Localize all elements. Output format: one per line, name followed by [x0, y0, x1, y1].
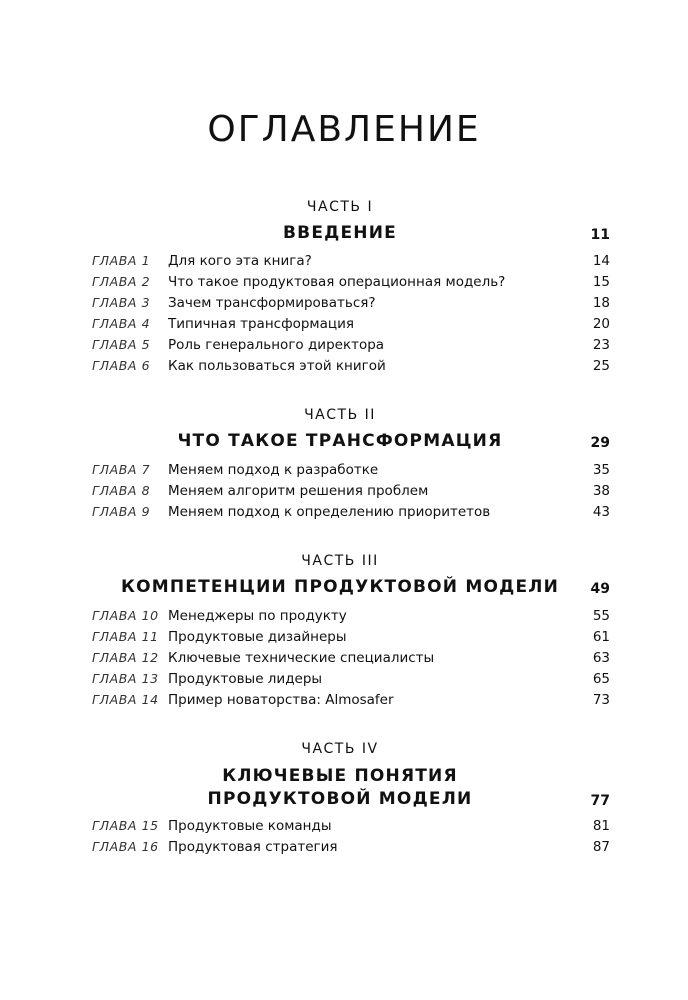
chapter-page: 35 — [592, 462, 610, 478]
chapter-row[interactable] — [92, 502, 610, 522]
chapter-label: ГЛАВА 14 — [92, 692, 159, 707]
chapter-label: ГЛАВА 16 — [92, 839, 159, 854]
chapter-page: 63 — [592, 650, 610, 666]
chapter-title: Меняем подход к определению приоритетов — [168, 504, 491, 520]
chapter-label: ГЛАВА 5 — [92, 337, 151, 352]
chapter-title: Пример новаторства: Almosafer — [168, 692, 394, 708]
chapter-label: ГЛАВА 13 — [92, 671, 159, 686]
chapter-title: Меняем алгоритм решения проблем — [168, 483, 429, 499]
part-3-page: 49 — [590, 581, 610, 597]
chapter-title: Меняем подход к разработке — [168, 462, 379, 478]
part-2-title: ЧТО ТАКОЕ ТРАНСФОРМАЦИЯ — [177, 431, 503, 451]
chapter-title: Продуктовая стратегия — [168, 839, 338, 855]
chapter-title: Роль генерального директора — [168, 337, 385, 353]
chapter-row[interactable] — [92, 816, 610, 836]
chapter-row[interactable] — [92, 293, 610, 313]
chapter-row[interactable] — [92, 314, 610, 334]
chapter-page: 43 — [592, 504, 610, 520]
chapter-title: Продуктовые лидеры — [168, 671, 323, 687]
chapter-row[interactable] — [92, 335, 610, 355]
chapter-row[interactable] — [92, 356, 610, 376]
chapter-row[interactable] — [92, 669, 610, 689]
part-1-title: ВВЕДЕНИЕ — [283, 223, 397, 243]
chapter-page: 14 — [592, 253, 610, 269]
part-4-label: ЧАСТЬ IV — [301, 741, 379, 757]
part-2-label: ЧАСТЬ II — [304, 407, 376, 423]
chapter-row[interactable] — [92, 690, 610, 710]
chapter-label: ГЛАВА 2 — [92, 274, 151, 289]
chapter-row[interactable] — [92, 648, 610, 668]
chapter-title: Типичная трансформация — [168, 316, 354, 332]
chapter-label: ГЛАВА 12 — [92, 650, 159, 665]
part-4-page: 77 — [590, 793, 610, 809]
chapter-row[interactable] — [92, 481, 610, 501]
chapter-row[interactable] — [92, 272, 610, 292]
chapter-label: ГЛАВА 15 — [92, 818, 159, 833]
part-3-label: ЧАСТЬ III — [301, 553, 379, 569]
chapter-page: 23 — [592, 337, 610, 353]
chapter-title: Продуктовые команды — [168, 818, 332, 834]
chapter-row[interactable] — [92, 627, 610, 647]
page-title: ОГЛАВЛЕНИЕ — [207, 109, 481, 150]
chapter-page: 65 — [592, 671, 610, 687]
chapter-title: Для кого эта книга? — [168, 253, 312, 269]
chapter-page: 73 — [592, 692, 610, 708]
part-2-page: 29 — [590, 435, 610, 451]
chapter-label: ГЛАВА 4 — [92, 316, 151, 331]
chapter-title: Продуктовые дизайнеры — [168, 629, 347, 645]
chapter-page: 81 — [592, 818, 610, 834]
chapter-label: ГЛАВА 6 — [92, 358, 151, 373]
chapter-page: 20 — [592, 316, 610, 332]
part-4-title-line-1: КЛЮЧЕВЫЕ ПОНЯТИЯ — [222, 766, 458, 786]
chapter-page: 15 — [592, 274, 610, 290]
chapter-page: 25 — [592, 358, 610, 374]
chapter-page: 87 — [592, 839, 610, 855]
part-1-label: ЧАСТЬ I — [306, 199, 374, 215]
chapter-title: Ключевые технические специалисты — [168, 650, 435, 666]
chapter-page: 55 — [592, 608, 610, 624]
part-4-title-line-2: ПРОДУКТОВОЙ МОДЕЛИ — [207, 789, 473, 809]
chapter-page: 18 — [592, 295, 610, 311]
chapter-title: Как пользоваться этой книгой — [168, 358, 386, 374]
chapter-label: ГЛАВА 9 — [92, 504, 151, 519]
chapter-row[interactable] — [92, 251, 610, 271]
part-1-page: 11 — [590, 227, 610, 243]
chapter-label: ГЛАВА 8 — [92, 483, 151, 498]
chapter-title: Зачем трансформироваться? — [168, 295, 376, 311]
chapter-label: ГЛАВА 10 — [92, 608, 159, 623]
chapter-page: 61 — [592, 629, 610, 645]
chapter-label: ГЛАВА 3 — [92, 295, 151, 310]
chapter-label: ГЛАВА 1 — [92, 253, 151, 268]
chapter-row[interactable] — [92, 460, 610, 480]
chapter-title: Что такое продуктовая операционная модель? — [168, 274, 506, 290]
chapter-title: Менеджеры по продукту — [168, 608, 347, 624]
chapter-label: ГЛАВА 7 — [92, 462, 151, 477]
chapter-label: ГЛАВА 11 — [92, 629, 159, 644]
chapter-row[interactable] — [92, 606, 610, 626]
chapter-row[interactable] — [92, 837, 610, 857]
part-3-title: КОМПЕТЕНЦИИ ПРОДУКТОВОЙ МОДЕЛИ — [120, 577, 560, 597]
chapter-page: 38 — [592, 483, 610, 499]
